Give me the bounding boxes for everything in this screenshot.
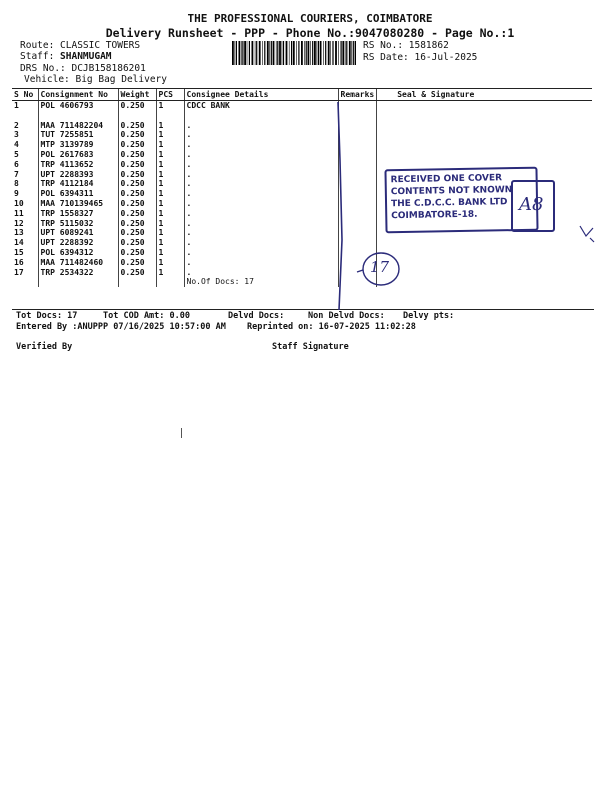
route-text: Route: CLASSIC TOWERS [20,40,141,51]
row-pcs: 1 [156,121,184,131]
reprinted-on: Reprinted on: 16-07-2025 11:02:28 [247,322,416,332]
row-consignment: MAA 711482460 [38,258,118,268]
barcode-bar [298,41,299,65]
barcode-bar [286,41,288,65]
stamp-line-1: RECEIVED ONE COVER [390,173,503,186]
barcode-bar [255,41,256,65]
handwritten-tick [578,222,596,244]
barcode-bar [323,41,324,65]
header-remarks: Remarks [338,89,377,101]
barcode-bar [320,41,322,65]
barcode-bar [351,41,352,65]
stamp-line-2: CONTENTS NOT KNOWN [390,185,513,198]
row-weight: 0.250 [118,130,156,140]
row-consignment: POL 2617683 [38,150,118,160]
drs-number: DRS No.: DCJB158186201 [20,63,146,74]
barcode-bar [256,41,257,65]
barcode-bar [276,41,277,65]
table-header-row [12,89,592,101]
barcode-bar [293,41,295,65]
row-sno: 6 [14,159,19,169]
row-sno: 1 [14,101,19,110]
row-weight: 0.250 [118,268,156,278]
barcode-bar [318,41,319,65]
verified-by-label: Verified By [16,342,73,352]
barcode-bar [346,41,347,65]
barcode-bar [349,41,351,65]
barcode-bar [306,41,307,65]
header-consignee: Consignee Details [184,89,338,101]
handwritten-initials: A8 [519,194,544,215]
table-row [12,238,592,248]
row-seal [377,101,592,111]
row-seal [377,140,592,150]
barcode-bar [341,41,342,65]
barcode-bar [308,41,310,65]
row-weight: 0.250 [118,189,156,199]
barcode-bar [355,41,356,65]
staff-line [20,51,112,62]
row-sno: 10 [14,198,24,208]
rs-number: RS No.: 1581862 [363,40,449,51]
barcode-bar [236,41,237,65]
barcode-bar [259,41,261,65]
barcode-bar [332,41,333,65]
row-consignee: . [184,219,338,229]
stray-mark [181,428,182,438]
staff-name: SHANMUGAM [60,51,112,62]
row-pcs: 1 [156,160,184,170]
row-pcs: 1 [156,228,184,238]
row-weight: 0.250 [118,140,156,150]
barcode-bar [267,41,269,65]
header-sno: S No [12,89,38,101]
row-sno: 8 [14,179,19,189]
barcode-bar [273,41,275,65]
row-consignment: UPT 6089241 [38,228,118,238]
row-sno: 17 [14,267,24,277]
barcode-bar [283,41,284,65]
row-consignment: TRP 4113652 [38,160,118,170]
delivered-docs: Delvd Docs: [228,311,285,321]
row-consignment: TRP 4112184 [38,179,118,189]
row-consignment: TRP 5115032 [38,219,118,229]
row-seal [377,121,592,131]
table-spacer-row [12,111,592,121]
row-consignee: . [184,170,338,180]
barcode-bar [330,41,331,65]
row-pcs: 1 [156,179,184,189]
vehicle-text: Vehicle: Big Bag Delivery [24,74,167,85]
non-delivered-docs: Non Delvd Docs: [308,311,385,321]
empty-cell [12,277,38,287]
barcode-bar [325,41,326,65]
row-seal [377,238,592,248]
header-seal-signature: Seal & Signature [377,89,592,101]
barcode-bar [242,41,243,65]
handwritten-stroke [330,100,350,315]
header-pcs: PCS [156,89,184,101]
barcode-bar [277,41,278,65]
staff-signature-label: Staff Signature [272,342,349,352]
row-consignment: MAA 711482204 [38,121,118,131]
no-of-docs: No.Of Docs: 17 [184,277,338,287]
row-sno: 15 [14,247,24,257]
row-seal [377,130,592,140]
barcode-bar [304,41,305,65]
row-pcs: 1 [156,101,184,111]
barcode-bar [353,41,354,65]
row-consignee: . [184,268,338,278]
row-consignee: . [184,258,338,268]
spacer-cell [156,111,184,121]
entered-by: Entered By :ANUPPP 07/16/2025 10:57:00 AM [16,322,226,332]
row-consignee: . [184,209,338,219]
row-sno: 14 [14,238,24,248]
row-consignment: POL 6394312 [38,248,118,258]
row-sno: 3 [14,130,19,140]
barcode-bar [310,41,311,65]
row-pcs: 1 [156,189,184,199]
row-seal [377,258,592,268]
row-pcs: 1 [156,199,184,209]
row-pcs: 1 [156,170,184,180]
barcode-bar [314,41,316,65]
barcode-bar [247,41,248,65]
row-consignee: . [184,160,338,170]
row-consignee: . [184,121,338,131]
barcode-bar [249,41,250,65]
no-of-docs-row [12,277,592,287]
barcode-bar [338,41,339,65]
barcode-bar [282,41,283,65]
barcode-bar [328,41,330,65]
row-consignee: . [184,248,338,258]
barcode-bar [312,41,313,65]
row-weight: 0.250 [118,228,156,238]
row-weight: 0.250 [118,170,156,180]
barcode-bar [271,41,272,65]
empty-cell [118,277,156,287]
table-row [12,130,592,140]
barcode-bar [241,41,242,65]
row-sno: 13 [14,228,24,238]
row-consignment: TUT 7255851 [38,130,118,140]
row-consignee: . [184,130,338,140]
row-pcs: 1 [156,140,184,150]
stamp-line-3: THE C.D.C.C. BANK LTD [390,197,508,210]
barcode-bar [342,41,344,65]
row-consignment: UPT 2288393 [38,170,118,180]
row-consignee: . [184,179,338,189]
row-weight: 0.250 [118,160,156,170]
row-consignee: . [184,189,338,199]
row-consignment: TRP 1558327 [38,209,118,219]
barcode-bar [296,41,297,65]
row-seal [377,248,592,258]
row-weight: 0.250 [118,101,156,111]
handwritten-count: 17 [370,258,390,276]
row-consignment: POL 6394311 [38,189,118,199]
header-weight: Weight [118,89,156,101]
row-consignment: POL 4606793 [38,101,118,111]
barcode-bar [239,41,241,65]
spacer-cell [12,111,38,121]
stamp-line-4: COIMBATORE-18. [391,209,478,222]
table-row [12,150,592,160]
barcode-bar [335,41,337,65]
row-consignee: CDCC BANK [184,101,338,111]
barcode-image [232,41,356,65]
footer-divider [12,309,594,310]
barcode-bar [235,41,236,65]
row-pcs: 1 [156,258,184,268]
row-consignee: . [184,199,338,209]
barcode-bar [289,41,290,65]
empty-cell [38,277,118,287]
barcode-bar [279,41,281,65]
row-consignment: MAA 710139465 [38,199,118,209]
row-pcs: 1 [156,238,184,248]
row-sno: 11 [14,208,24,218]
row-pcs: 1 [156,268,184,278]
row-sno: 5 [14,149,19,159]
barcode-bar [264,41,265,65]
row-sno: 2 [14,120,19,130]
row-consignment: UPT 2288392 [38,238,118,248]
empty-cell [156,277,184,287]
row-consignment: TRP 2534322 [38,268,118,278]
row-weight: 0.250 [118,209,156,219]
row-consignee: . [184,228,338,238]
row-weight: 0.250 [118,258,156,268]
table-row [12,101,592,111]
row-pcs: 1 [156,248,184,258]
row-weight: 0.250 [118,150,156,160]
barcode-bar [291,41,292,65]
spacer-cell [118,111,156,121]
barcode-bar [252,41,254,65]
row-sno: 9 [14,189,19,199]
spacer-cell [184,111,338,121]
row-sno: 12 [14,218,24,228]
row-pcs: 1 [156,209,184,219]
row-consignee: . [184,150,338,160]
table-row [12,140,592,150]
barcode-bar [317,41,318,65]
runsheet-subtitle: Delivery Runsheet - PPP - Phone No.:9047080280 - Page No.:1 [105,26,515,40]
rs-date: RS Date: 16-Jul-2025 [363,52,478,63]
empty-cell [377,277,592,287]
table-row [12,268,592,278]
barcode-bar [269,41,270,65]
row-sno: 7 [14,169,19,179]
row-weight: 0.250 [118,248,156,258]
spacer-cell [38,111,118,121]
row-weight: 0.250 [118,199,156,209]
row-pcs: 1 [156,150,184,160]
staff-label: Staff: [20,51,61,62]
row-seal [377,150,592,160]
barcode-bar [301,41,303,65]
delivery-points: Delvy pts: [403,311,455,321]
table-row [12,121,592,131]
row-weight: 0.250 [118,219,156,229]
row-weight: 0.250 [118,179,156,189]
row-consignee: . [184,140,338,150]
row-consignment: MTP 3139789 [38,140,118,150]
company-title: THE PROFESSIONAL COURIERS, COIMBATORE [187,12,433,25]
table-row [12,258,592,268]
row-weight: 0.250 [118,121,156,131]
barcode-bar [345,41,346,65]
barcode-bar [244,41,246,65]
tot-docs: Tot Docs: 17 [16,311,78,321]
row-seal [377,268,592,278]
row-sno: 4 [14,140,19,150]
table-row [12,248,592,258]
tot-cod-amount: Tot COD Amt: 0.00 [103,311,190,321]
row-pcs: 1 [156,219,184,229]
row-sno: 16 [14,257,24,267]
row-consignee: . [184,238,338,248]
spacer-cell [377,111,592,121]
row-weight: 0.250 [118,238,156,248]
barcode-bar [232,41,234,65]
header-consignment: Consignment No [38,89,118,101]
row-pcs: 1 [156,130,184,140]
barcode-bar [262,41,263,65]
